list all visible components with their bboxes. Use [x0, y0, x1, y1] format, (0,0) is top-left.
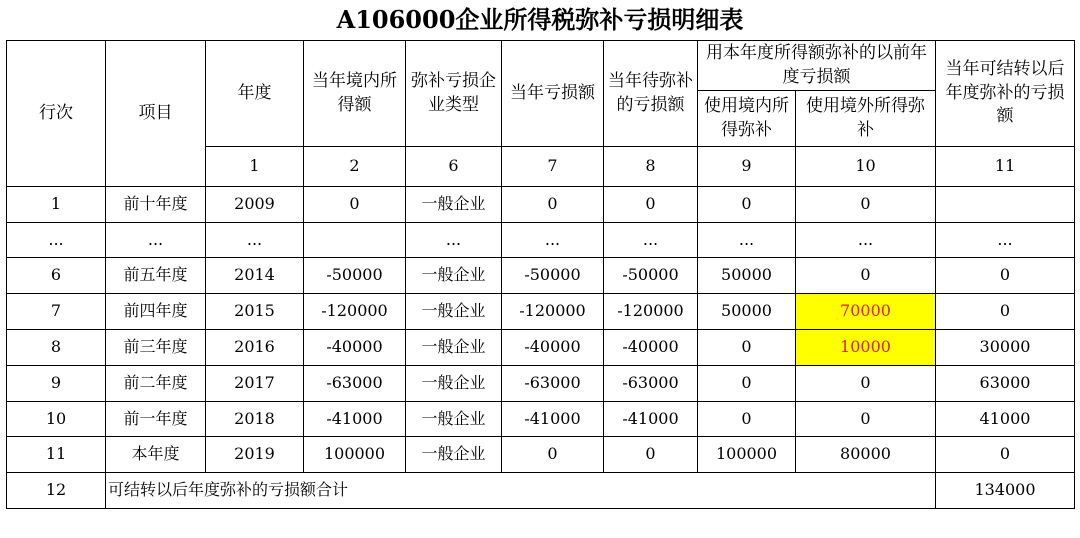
cell-carry-forward: 0: [936, 294, 1075, 330]
cell-type: 一般企业: [406, 437, 502, 473]
cell-row-no: 8: [7, 330, 106, 366]
cell-loss: 0: [502, 437, 604, 473]
header-enterprise-type: 弥补亏损企业类型: [406, 41, 502, 147]
header-loss-to-offset: 当年待弥补的亏损额: [604, 41, 698, 147]
cell-income: 0: [304, 187, 406, 223]
cell-carry-forward: 0: [936, 437, 1075, 473]
cell-to-offset: 0: [604, 437, 698, 473]
cell-used-foreign: ...: [796, 223, 936, 258]
cell-year: ...: [206, 223, 304, 258]
header-used-domestic: 使用境内所得弥补: [698, 91, 796, 147]
col-number: 8: [604, 147, 698, 187]
cell-row-no: 11: [7, 437, 106, 473]
cell-used-domestic: 0: [698, 187, 796, 223]
cell-to-offset: -41000: [604, 402, 698, 437]
header-used-foreign: 使用境外所得弥补: [796, 91, 936, 147]
cell-loss: -63000: [502, 366, 604, 402]
cell-row-no: 6: [7, 258, 106, 294]
cell-year: 2016: [206, 330, 304, 366]
cell-income: -41000: [304, 402, 406, 437]
table-row: [7, 294, 1075, 330]
table-row: [7, 437, 1075, 473]
cell-type: 一般企业: [406, 187, 502, 223]
cell-used-domestic: ...: [698, 223, 796, 258]
cell-item: 前一年度: [106, 402, 206, 437]
cell-used-foreign-highlighted: 10000: [796, 330, 936, 366]
cell-type: 一般企业: [406, 330, 502, 366]
cell-item: 前三年度: [106, 330, 206, 366]
cell-carry-forward: 0: [936, 258, 1075, 294]
header-item: 项目: [106, 41, 206, 187]
cell-carry-forward: [936, 187, 1075, 223]
table-row: [7, 223, 1075, 258]
table-row: [7, 187, 1075, 223]
cell-carry-forward: ...: [936, 223, 1075, 258]
cell-income: 100000: [304, 437, 406, 473]
cell-to-offset: -120000: [604, 294, 698, 330]
cell-type: 一般企业: [406, 402, 502, 437]
cell-income: -120000: [304, 294, 406, 330]
cell-item: 前五年度: [106, 258, 206, 294]
col-number: 11: [936, 147, 1075, 187]
cell-income: -63000: [304, 366, 406, 402]
cell-loss: 0: [502, 187, 604, 223]
cell-type: 一般企业: [406, 366, 502, 402]
cell-used-foreign: 0: [796, 366, 936, 402]
cell-used-domestic: 50000: [698, 258, 796, 294]
total-row: [7, 473, 1075, 509]
col-number: 2: [304, 147, 406, 187]
col-number: 9: [698, 147, 796, 187]
table-row: [7, 330, 1075, 366]
cell-item: 前四年度: [106, 294, 206, 330]
col-number: 10: [796, 147, 936, 187]
header-row-no: 行次: [7, 41, 106, 187]
cell-loss: -40000: [502, 330, 604, 366]
cell-type: ...: [406, 223, 502, 258]
header-loss: 当年亏损额: [502, 41, 604, 147]
table-title: A106000企业所得税弥补亏损明细表: [336, 5, 744, 34]
cell-loss: -50000: [502, 258, 604, 294]
header-carry-forward: 当年可结转以后年度弥补的亏损额: [936, 41, 1075, 147]
col-number: 6: [406, 147, 502, 187]
cell-used-foreign: 80000: [796, 437, 936, 473]
total-row-no: 12: [7, 473, 106, 509]
table-row: [7, 366, 1075, 402]
cell-loss: ...: [502, 223, 604, 258]
cell-row-no: ...: [7, 223, 106, 258]
cell-used-foreign: 0: [796, 402, 936, 437]
table-row: [7, 258, 1075, 294]
header-used-group: 用本年度所得额弥补的以前年度亏损额: [698, 41, 936, 91]
cell-income: -50000: [304, 258, 406, 294]
cell-item: 本年度: [106, 437, 206, 473]
cell-used-domestic: 100000: [698, 437, 796, 473]
cell-year: 2015: [206, 294, 304, 330]
cell-item: 前十年度: [106, 187, 206, 223]
cell-loss: -120000: [502, 294, 604, 330]
cell-used-foreign: 0: [796, 187, 936, 223]
total-label: 可结转以后年度弥补的亏损额合计: [106, 473, 936, 509]
cell-used-domestic: 0: [698, 330, 796, 366]
cell-type: 一般企业: [406, 258, 502, 294]
cell-row-no: 7: [7, 294, 106, 330]
cell-carry-forward: 63000: [936, 366, 1075, 402]
cell-year: 2019: [206, 437, 304, 473]
cell-item: ...: [106, 223, 206, 258]
cell-row-no: 9: [7, 366, 106, 402]
cell-row-no: 10: [7, 402, 106, 437]
cell-type: 一般企业: [406, 294, 502, 330]
cell-carry-forward: 30000: [936, 330, 1075, 366]
cell-item: 前二年度: [106, 366, 206, 402]
loss-offset-table: [6, 40, 1075, 509]
cell-to-offset: -40000: [604, 330, 698, 366]
cell-used-domestic: 0: [698, 402, 796, 437]
cell-to-offset: ...: [604, 223, 698, 258]
total-value: 134000: [936, 473, 1075, 509]
cell-to-offset: 0: [604, 187, 698, 223]
col-number: 7: [502, 147, 604, 187]
cell-used-foreign: 0: [796, 258, 936, 294]
cell-to-offset: -63000: [604, 366, 698, 402]
cell-used-foreign-highlighted: 70000: [796, 294, 936, 330]
cell-used-domestic: 0: [698, 366, 796, 402]
cell-carry-forward: 41000: [936, 402, 1075, 437]
cell-loss: -41000: [502, 402, 604, 437]
cell-year: 2014: [206, 258, 304, 294]
cell-year: 2017: [206, 366, 304, 402]
cell-year: 2009: [206, 187, 304, 223]
cell-year: 2018: [206, 402, 304, 437]
cell-row-no: 1: [7, 187, 106, 223]
header-domestic-income: 当年境内所得额: [304, 41, 406, 147]
cell-to-offset: -50000: [604, 258, 698, 294]
table-row: [7, 402, 1075, 437]
cell-income: -40000: [304, 330, 406, 366]
col-number: 1: [206, 147, 304, 187]
cell-used-domestic: 50000: [698, 294, 796, 330]
cell-income: [304, 223, 406, 258]
header-year: 年度: [206, 41, 304, 147]
